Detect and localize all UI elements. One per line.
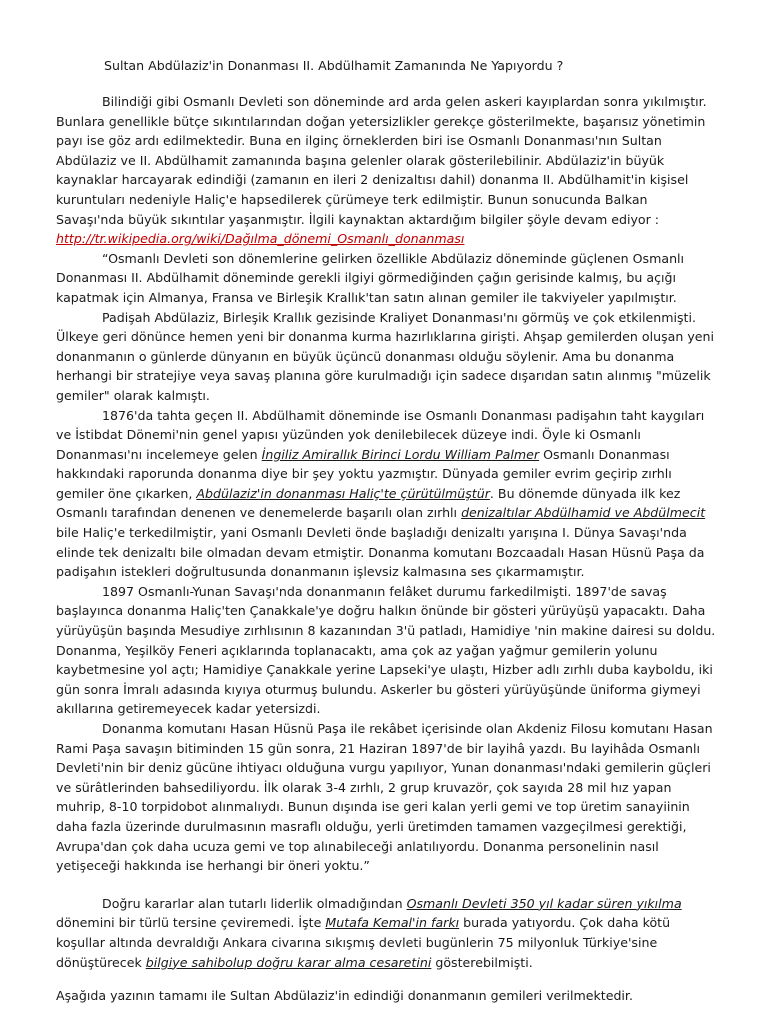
source-link-line xyxy=(56,229,716,249)
quote-paragraph-2: Padişah Abdülaziz, Birleşik Krallık gezisinde Kraliyet Donanması'nı görmüş ve çok etkilenmişti. Ülkeye geri dönünce hemen yeni bir donanma kurma hazırlıklarına girişti. Ahşap gemilerden oluşan yeni donanmanın o günlerde dünyanın en büyük üçüncü donanması olduğu söylenir. Ama bu donanma herhangi bir stratejiye veya savaş planına göre kurulmadığı için sadece dışarıdan satın alınmış "müzelik gemiler" olarak kalmıştı. xyxy=(56,309,715,403)
link-yikilma-donemi[interactable]: Osmanlı Devleti 350 yıl kadar süren yıkılma xyxy=(406,895,682,911)
link-william-palmer[interactable]: İngiliz Amirallık Birinci Lordu William Palmer xyxy=(261,446,540,462)
paragraph-text: burada yatıyordu. Çok daha kötü koşullar altında devraldığı Ankara civarına sıkışmış devleti bugünlerin 75 milyonluk Türkiye'sine dönüştürecek xyxy=(56,915,671,970)
conclusion-paragraph xyxy=(56,894,716,972)
paragraph-intro: Bilindiği gibi Osmanlı Devleti son döneminde ard arda gelen askeri kayıplardan sonra yıkılmıştır. Bunlara genellikle bütçe sıkıntılarından doğan yetersizlikler gerekçe gösterilmekte, başarısız yönetimin payı ise göz ardı edilmektedir. Buna en ilginç örneklerden biri ise Osmanlı Donanması'nın Sultan Abdülaziz ve II. Abdülhamit zamanında başına gelenler olarak gösterilebilinir. Abdülaziz'in büyük kaynaklar harcayarak edindiği (zamanın en ileri 2 denizaltısı dahil) donanma II. Abdülhamit'in kişisel kuruntuları nedeniyle Haliç'e hapsedilerek çürümeye terk edilmiştir. Bunun sonucunda Balkan Savaşı'nda büyük sıkıntılar yaşanmıştır. İlgili kaynaktan aktardığım bilgiler şöyle devam ediyor : xyxy=(56,94,707,227)
link-mustafa-kemal-farki[interactable]: Mutafa Kemal'in farkı xyxy=(325,915,460,931)
quote-paragraph-1: “Osmanlı Devleti son dönemlerine gelirken özellikle Abdülaziz döneminde güçlenen Osmanlı Donanması II. Abdülhamit döneminde gerekli ilgiyi görmediğinden çağın gerisinde kalmış, bu açığı kapatmak için Almanya, Fransa ve Birleşik Krallık'tan satın alınan gemiler ile takviyeler yapılmıştır. xyxy=(56,250,685,305)
paragraph-text: gösterebilmişti. xyxy=(431,954,533,970)
link-karar-alma-cesareti[interactable]: bilgiye sahibolup doğru karar alma cesaretini xyxy=(145,954,432,970)
wikipedia-link[interactable]: http://tr.wikipedia.org/wiki/Dağılma_dönemi_Osmanlı_donanması xyxy=(56,231,465,247)
paragraph-text: 1876'da tahta geçen II. Abdülhamit döneminde ise Osmanlı Donanması padişahın taht kaygıları ve İstibdat Dönemi'nin genel yapısı yüzünden yok denilebilecek düzeye indi. Öyle ki Osmanlı Donanması'nı incelemeye gelen xyxy=(56,407,705,462)
paragraph-text: Doğru kararlar alan tutarlı liderlik olmadığından xyxy=(102,895,407,911)
closing-paragraph: Aşağıda yazının tamamı ile Sultan Abdülaziz'in edindiği donanmanın gemileri verilmektedir. xyxy=(56,988,633,1004)
paragraph-text: . Bu dönemde dünyada ilk kez Osmanlı tarafından denenen ve denemelerde başarılı olan zırhlı xyxy=(56,485,681,521)
article-body xyxy=(56,92,716,1006)
paragraph-text: dönemini bir türlü tersine çeviremedi. İşte xyxy=(56,915,326,931)
paragraph-text: Osmanlı Donanması hakkındaki raporunda donanma diye bir şey yoktu yazmıştır. Dünyada gemiler evrim geçirip zırhlı gemiler öne çıkarken, xyxy=(56,446,672,501)
document-title: Sultan Abdülaziz'in Donanması II. Abdülhamit Zamanında Ne Yapıyordu ? xyxy=(104,58,564,73)
link-halic-curutulmus[interactable]: Abdülaziz'in donanması Haliç'te çürütülmüştür xyxy=(196,485,490,501)
link-denizaltilar[interactable]: denizaltılar Abdülhamid ve Abdülmecit xyxy=(461,505,706,521)
quote-paragraph-3 xyxy=(56,406,716,582)
quote-paragraph-4: 1897 Osmanlı-Yunan Savaşı'nda donanmanın felâket durumu farkedilmişti. 1897'de savaş başlayınca donanma Haliç'ten Çanakkale'ye doğru halkın önünde bir gösteri yürüyüşü yapacaktı. Daha yürüyüşün başında Mesudiye zırhlısının 8 kazanından 3'ü patladı, Hamidiye 'nin makine dairesi su doldu. Donanma, Yeşilköy Feneri açıklarında toplanacaktı, ama çok az yağan yağmur gemilerin yolunu kaybetmesine yol açtı; Hamidiye Çanakkale yerine Lapseki'ye ulaştı, Hizber adlı zırhlı duba kayboldu, iki gün sonra İmralı adasında kıyıya oturmuş bulundu. Askerler bu gösteri yürüyüşünde üniforma giymeyi akıllarına getiremeyecek kadar yetersizdi. xyxy=(56,583,716,717)
paragraph-text: bile Haliç'e terkedilmiştir, yani Osmanlı Devleti önde başladığı denizaltı yarışına I. Dünya Savaşı'nda elinde tek denizaltı bile olmadan devam etmiştir. Donanma komutanı Bozcaadalı Hasan Hüsnü Paşa da padişahın istekleri doğrultusunda donanmanın işlevsiz kalmasına ses çıkarmamıştır. xyxy=(56,525,705,580)
quote-paragraph-5: Donanma komutanı Hasan Hüsnü Paşa ile rekâbet içerisinde olan Akdeniz Filosu komutanı Hasan Rami Paşa savaşın bitiminden 15 gün sonra, 21 Haziran 1897'de bir layihâ yazdı. Bu layihâda Osmanlı Devleti'nin bir deniz gücüne ihtiyacı olduğuna vurgu yapılıyor, Yunan donanması'ndaki gemilerin güçleri ve sürâtlerinden bahsediliyordu. İlk olarak 3-4 zırhlı, 2 grup kruvazör, çok sayıda 28 mil hız yapan muhrip, 8-10 torpidobot alınmalıydı. Bunun dışında ise geri kalan yerli gemi ve top üretim sanayiinin daha fazla üzerinde durulmasının masraflı olduğu, yerli üretimden tamamen vazgeçilmesi gerektiği, Avrupa'dan çok daha ucuza gemi ve top alınabileceği anlatılıyordu. Donanma personelinin nasıl yetişeceği hakkında ise herhangi bir öneri yoktu.” xyxy=(56,721,713,874)
